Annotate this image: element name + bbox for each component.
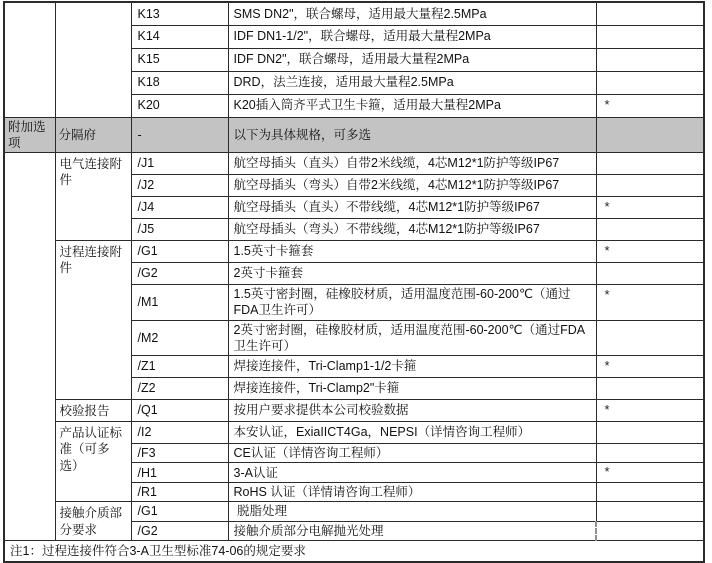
flag-cell: *: [596, 197, 704, 219]
desc-cell: 航空母插头（弯头）自带2米线缆，4芯M12*1防护等级IP67: [228, 175, 596, 197]
footnote: 注1：过程连接件符合3-A卫生型标准74-06的规定要求: [4, 540, 704, 562]
code-cell: /H1: [131, 463, 228, 483]
empty-cell: [4, 153, 55, 541]
desc-cell: SMS DN2"，联合螺母，适用最大量程2.5MPa: [228, 2, 596, 25]
flag-cell: [596, 117, 704, 153]
group-label-cell: 校验报告: [55, 400, 131, 422]
section-option-cell: 附加选项: [4, 117, 55, 153]
desc-cell: K20插入筒齐平式卫生卡箍，适用最大量程2MPa: [228, 94, 596, 117]
flag-cell: [596, 48, 704, 71]
code-cell: /G2: [131, 521, 228, 540]
table-row: [4, 241, 704, 263]
flag-cell: [596, 263, 704, 285]
desc-cell: IDF DN1-1/2"，联合螺母，适用最大量程2MPa: [228, 25, 596, 48]
flag-cell: [596, 71, 704, 94]
group-label-cell: 接触介质部分要求: [55, 502, 131, 541]
flag-cell: [596, 25, 704, 48]
desc-cell: 脱脂处理: [228, 502, 596, 521]
flag-cell: [596, 521, 704, 540]
table-row: [4, 2, 704, 25]
desc-cell: CE认证（详情咨询工程师）: [228, 444, 596, 463]
code-cell: -: [131, 117, 228, 153]
code-cell: /G1: [131, 241, 228, 263]
flag-cell: [596, 502, 704, 521]
flag-cell: [596, 219, 704, 241]
flag-cell: [596, 483, 704, 502]
section-header-row: [4, 117, 704, 153]
desc-cell: 1.5英寸卡箍套: [228, 241, 596, 263]
flag-cell: [596, 320, 704, 356]
desc-cell: 焊接连接件，Tri-Clamp1-1/2卡箍: [228, 356, 596, 378]
flag-cell: *: [596, 400, 704, 422]
group-label-cell: 过程连接附件: [55, 241, 131, 400]
desc-cell: 航空母插头（直头）自带2米线缆，4芯M12*1防护等级IP67: [228, 153, 596, 175]
code-cell: /M1: [131, 285, 228, 321]
code-cell: K15: [131, 48, 228, 71]
flag-cell: [596, 175, 704, 197]
code-cell: /J4: [131, 197, 228, 219]
empty-cell: [4, 2, 55, 117]
code-cell: /I2: [131, 422, 228, 444]
desc-cell: 焊接连接件，Tri-Clamp2"卡箍: [228, 378, 596, 400]
code-cell: /J2: [131, 175, 228, 197]
flag-cell: *: [596, 285, 704, 321]
desc-cell: 航空母插头（直头）不带线缆，4芯M12*1防护等级IP67: [228, 197, 596, 219]
flag-cell: [596, 2, 704, 25]
code-cell: K13: [131, 2, 228, 25]
desc-cell: 航空母插头（弯头）不带线缆，4芯M12*1防护等级IP67: [228, 219, 596, 241]
table-row: [4, 502, 704, 521]
desc-cell: 接触介质部分电解抛光处理: [228, 521, 596, 540]
flag-cell: *: [596, 463, 704, 483]
desc-cell: 2英寸密封圈，硅橡胶材质，适用温度范围-60-200℃（通过FDA卫生许可）: [228, 320, 596, 356]
flag-cell: *: [596, 356, 704, 378]
code-cell: /Z2: [131, 378, 228, 400]
code-cell: /M2: [131, 320, 228, 356]
flag-cell: [596, 378, 704, 400]
section-label-cell: 分隔府: [55, 117, 131, 153]
table-row: [4, 400, 704, 422]
code-cell: /G1: [131, 502, 228, 521]
table-row: [4, 153, 704, 175]
empty-cell: [55, 2, 131, 117]
flag-cell: *: [596, 241, 704, 263]
group-label-cell: 产品认证标准（可多选）: [55, 422, 131, 502]
flag-cell: [596, 422, 704, 444]
code-cell: /F3: [131, 444, 228, 463]
desc-cell: DRD，法兰连接，适用最大量程2.5MPa: [228, 71, 596, 94]
desc-cell: 按用户要求提供本公司校验数据: [228, 400, 596, 422]
code-cell: /J1: [131, 153, 228, 175]
code-cell: K14: [131, 25, 228, 48]
code-cell: /Z1: [131, 356, 228, 378]
desc-cell: 3-A认证: [228, 463, 596, 483]
footnote-row: [4, 540, 704, 562]
flag-cell: [596, 153, 704, 175]
flag-cell: [596, 444, 704, 463]
desc-cell: RoHS 认证（详情请咨询工程师）: [228, 483, 596, 502]
ordering-options-table: [3, 1, 705, 563]
desc-cell: IDF DN2"，联合螺母，适用最大量程2MPa: [228, 48, 596, 71]
desc-cell: 本安认证，ExiaIICT4Ga，NEPSI（详情咨询工程师）: [228, 422, 596, 444]
code-cell: K20: [131, 94, 228, 117]
code-cell: /G2: [131, 263, 228, 285]
code-cell: /J5: [131, 219, 228, 241]
code-cell: /R1: [131, 483, 228, 502]
group-label-cell: 电气连接附件: [55, 153, 131, 241]
flag-cell: *: [596, 94, 704, 117]
table-row: [4, 422, 704, 444]
desc-cell: 1.5英寸密封圈，硅橡胶材质，适用温度范围-60-200℃（通过FDA卫生许可）: [228, 285, 596, 321]
spec-sheet: [3, 1, 705, 563]
desc-cell: 以下为具体规格，可多选: [228, 117, 596, 153]
code-cell: /Q1: [131, 400, 228, 422]
code-cell: K18: [131, 71, 228, 94]
desc-cell: 2英寸卡箍套: [228, 263, 596, 285]
